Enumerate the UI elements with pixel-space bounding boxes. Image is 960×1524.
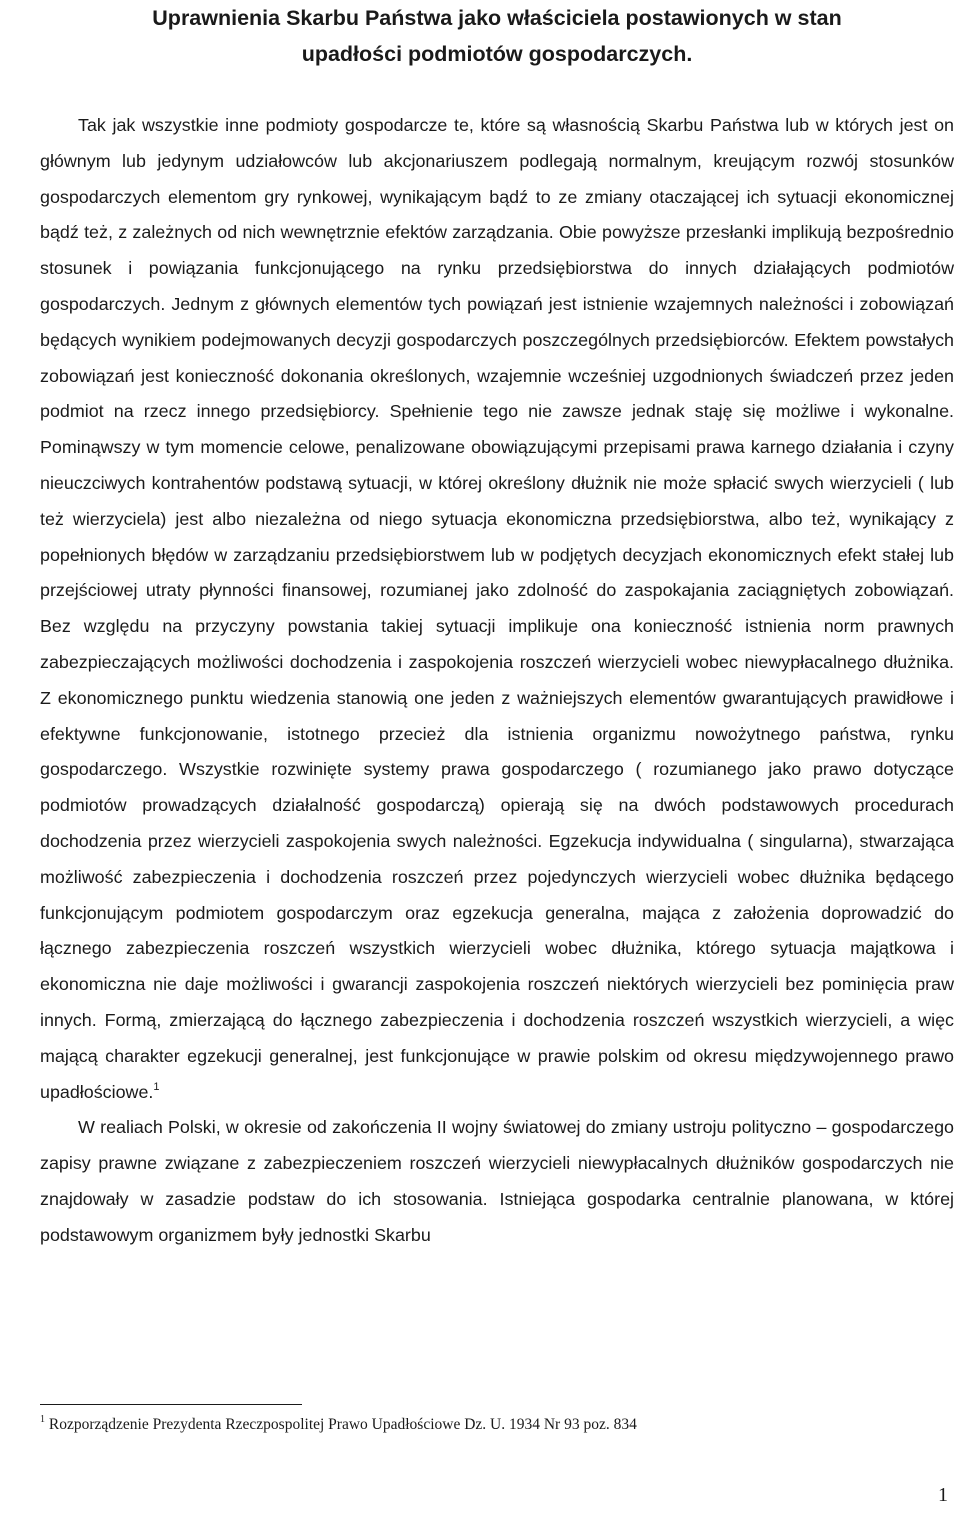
paragraph-1-text: Tak jak wszystkie inne podmioty gospodarcze te, które są własnością Skarbu Państwa lub w których jest on głównym lub jedynym udziałowców lub akcjonariuszem podlegają normalnym, kreującym rozwój stosunków gospodarczych elementom gry rynkowej, wynikającym bądź to ze zmiany otaczającej ich sytuacji ekonomicznej bądź też, z zależnych od nich wewnętrznie efektów zarządzania. Obie powyższe przesłanki implikują bezpośrednio stosunek i powiązania funkcjonującego na rynku przedsiębiorstwa do innych działających podmiotów gospodarczych. Jednym z głównych elementów tych powiązań jest istnienie wzajemnych należności i zobowiązań będących wynikiem podejmowanych decyzji gospodarczych poszczególnych przedsiębiorców. Efektem powstałych zobowiązań jest konieczność dokonania określonych, wzajemnie wcześniej uzgodnionych świadczeń przez jeden podmiot na rzecz innego przedsiębiorcy. Spełnienie tego nie zawsze jednak staję się możliwe i wykonalne. Pominąwszy w tym momencie celowe, penalizowane obowiązującymi przepisami prawa karnego działania i czyny nieuczciwych kontrahentów podstawą sytuacji, w której określony dłużnik nie może spłacić swych wierzycieli ( lub też wierzyciela) jest albo niezależna od niego sytuacja ekonomiczna przedsiębiorstwa, albo też, wynikający z popełnionych błędów w zarządzaniu przedsiębiorstwem lub w podjętych decyzjach ekonomicznych efekt stałej lub przejściowej utraty płynności finansowej, rozumianej jako zdolność do zaspokajania zaciągniętych zobowiązań. Bez względu na przyczyny powstania takiej sytuacji implikuje ona konieczność istnienia norm prawnych zabezpieczających możliwości dochodzenia i zaspokojenia roszczeń wierzycieli wobec niewypłacalnego dłużnika. Z ekonomicznego punktu wiedzenia stanowią one jeden z ważniejszych elementów gwarantujących prawidłowe i efektywne funkcjonowanie, istotnego przecież dla istnienia organizmu nowożytnego państwa, rynku gospodarczego. Wszystkie rozwinięte systemy prawa gospodarczego ( rozumianego jako prawo dotyczące podmiotów prowadzących działalność gospodarczą) opierają się na dwóch podstawowych procedurach dochodzenia przez wierzycieli zaspokojenia swych należności. Egzekucja indywidualna ( singularna), stwarzająca możliwość zabezpieczenia i dochodzenia roszczeń przez pojedynczych wierzycieli wobec dłużnika będącego funkcjonującym podmiotem gospodarczym oraz egzekucja generalna, mająca z założenia doprowadzić do łącznego zabezpieczenia roszczeń wszystkich wierzycieli wobec dłużnika, którego sytuacja majątkowa i ekonomiczna nie daje możliwości i gwarancji zaspokojenia roszczeń niektórych wierzycieli bez pominięcia praw innych. Formą, zmierzającą do łącznego zabezpieczenia i dochodzenia roszczeń wszystkich wierzycieli, a więc mającą charakter egzekucji generalnej, jest funkcjonujące w prawie polskim od okresu międzywojennego prawo upadłościowe. — [40, 115, 954, 1102]
title-line-2: upadłości podmiotów gospodarczych. — [301, 42, 693, 66]
page-number: 1 — [938, 1484, 948, 1506]
footnote-number: 1 — [40, 1414, 45, 1425]
document-page — [40, 0, 954, 1524]
footnote — [40, 1414, 954, 1436]
footnote-reference: 1 — [153, 1080, 160, 1093]
title-line-1: Uprawnienia Skarbu Państwa jako właściciela postawionych w stan — [152, 6, 842, 30]
paragraph-2 — [40, 1110, 954, 1253]
footnote-text: Rozporządzenie Prezydenta Rzeczpospolitej Prawo Upadłościowe Dz. U. 1934 Nr 93 poz. 834 — [45, 1416, 637, 1433]
paragraph-1 — [40, 108, 954, 1110]
footnote-divider — [40, 1404, 302, 1405]
paragraph-2-text: W realiach Polski, w okresie od zakończenia II wojny światowej do zmiany ustroju polityczno – gospodarczego zapisy prawne związane z zabezpieczeniem roszczeń wierzycieli niewypłacalnych dłużników gospodarczych nie znajdowały w zasadzie podstaw do ich stosowania. Istniejąca gospodarka centralnie planowana, w której podstawowym organizmem były jednostki Skarbu — [40, 1117, 954, 1245]
document-title — [40, 0, 954, 72]
